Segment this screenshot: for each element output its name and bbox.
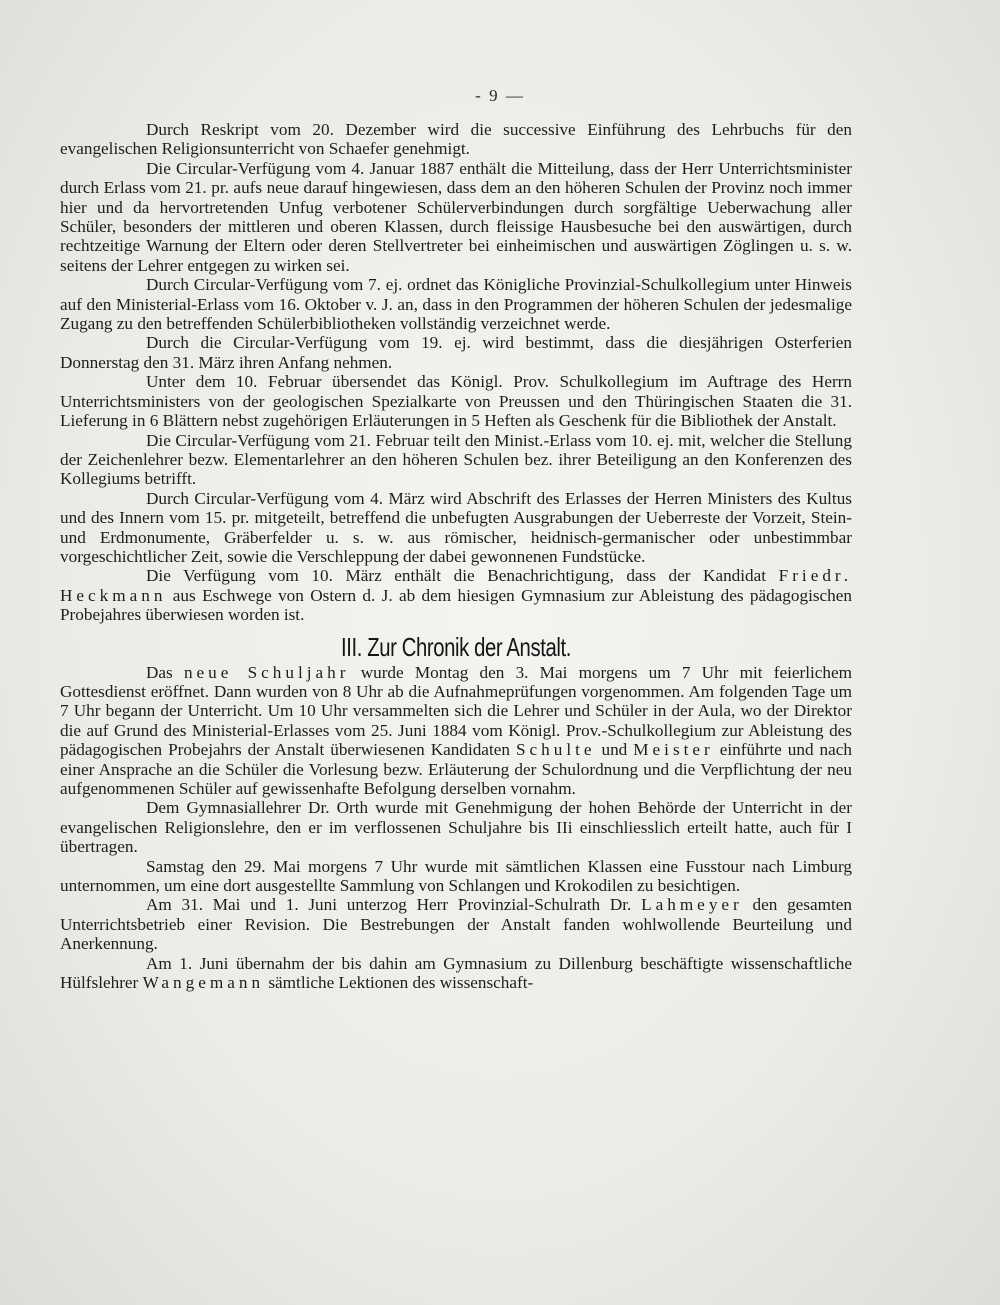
spaced-name: Meister xyxy=(633,740,714,760)
paragraph xyxy=(60,798,852,856)
text-segment: Durch Reskript vom 20. Dezember wird die successive Einführung des Lehrbuchs für den evangelischen Religionsunterricht von Schaefer genehmigt. xyxy=(60,120,852,159)
paragraph xyxy=(60,159,852,275)
text-segment: wurde Montag den 3. Mai morgens um 7 Uhr mit feierlichem Gottesdienst eröffnet. Dann wurden von 8 Uhr ab die Aufnahmeprüfungen vorgenommen. Am folgenden Tage um 7 Uhr begann der Unterricht. Um 10 Uhr versammelten sich die Lehrer und Schüler in der Aula, wo der Direktor die auf Grund des Ministerial-Erlasses vom 25. Juni 1884 vom Königl. Prov.-Schulkollegium zur Ableistung des pädagogischen Probejahrs der Anstalt überwiesenen Kandidaten xyxy=(60,662,852,760)
body-text xyxy=(60,120,852,992)
spaced-name: neue Schuljahr xyxy=(183,662,350,682)
text-segment: Dem Gymnasiallehrer Dr. Orth wurde mit Genehmigung der hohen Behörde der Unterricht in der evangelischen Religionslehre, den er im verflossenen Schuljahre bis IIi einschliesslich erteilt hatte, auch für I übertragen. xyxy=(60,798,852,857)
text-segment: einführte und nach einer Ansprache an die Schüler die Vorlesung bezw. Erläuterung der Schulordnung und die Verpflichtung der neu aufgenommenen Schüler auf gewissenhafte Befolgung derselben vornahm. xyxy=(60,740,853,798)
text-segment: Durch Circular-Verfügung vom 4. März wird Abschrift des Erlasses der Herren Ministers des Kultus und des Innern vom 15. pr. mitgeteilt, betreffend die unbefugten Ausgrabungen der Ueberreste der Vorzeit, Stein- und Erdmonumente, Gräberfelder u. s. w. aus römischer, heidnisch-germanischer oder unbestimmbar vorgeschichtlicher Zeit, sowie die Verschleppung der dabei gewonnenen Fundstücke. xyxy=(60,488,852,566)
text-segment: den gesamten Unterrichtsbetrieb einer Revision. Die Bestrebungen der Anstalt fanden wohlwollende Beurteilung und Anerkennung. xyxy=(60,895,852,954)
section-heading: III. Zur Chronik der Anstalt. xyxy=(341,631,571,662)
text-segment: Das xyxy=(146,662,184,682)
text-segment: Die Verfügung vom 10. März enthält die Benachrichtigung, dass der Kandidat xyxy=(146,566,779,586)
paragraph xyxy=(60,120,852,159)
spaced-name: Lahmeyer xyxy=(641,895,743,915)
text-segment: Samstag den 29. Mai morgens 7 Uhr wurde mit sämtlichen Klassen eine Fusstour nach Limburg unternommen, um eine dort ausgestellte Sammlung von Schlangen und Krokodilen zu besichtigen. xyxy=(60,856,852,896)
paragraph xyxy=(60,372,852,430)
spaced-name: Wangemann xyxy=(142,973,265,993)
paragraph xyxy=(60,333,852,372)
text-segment: Durch die Circular-Verfügung vom 19. ej. wird bestimmt, dass die diesjährigen Osterferien Donnerstag den 31. März ihren Anfang nehmen. xyxy=(60,333,852,372)
paragraph xyxy=(60,663,852,799)
paragraph xyxy=(60,431,852,489)
page-number: - 9 — xyxy=(475,86,525,105)
text-segment: aus Eschwege von Ostern d. J. ab dem hiesigen Gymnasium zur Ableistung des pädagogischen Probejahres überwiesen worden ist. xyxy=(60,585,852,625)
text-segment: Die Circular-Verfügung vom 21. Februar teilt den Minist.-Erlass vom 10. ej. mit, welcher die Stellung der Zeichenlehrer bezw. Elementarlehrer an den höheren Schulen bez. ihrer Beteiligung an den Konferenzen des Kollegiums betrifft. xyxy=(60,430,852,489)
paragraph xyxy=(60,489,852,567)
text-segment: Unter dem 10. Februar übersendet das Königl. Prov. Schulkollegium im Auftrage des Herrn Unterrichtsministers von der geologischen Spezialkarte von Preussen und den Thüringischen Staaten die 31. Lieferung in 6 Blättern nebst zugehörigen Erläuterungen in 5 Heften als Geschenk für die Bibliothek der Anstalt. xyxy=(60,372,852,431)
text-segment: und xyxy=(595,740,634,760)
section-official-decrees xyxy=(60,120,852,625)
paragraph xyxy=(60,566,852,624)
paragraph xyxy=(60,895,852,953)
paragraph xyxy=(60,954,852,993)
spaced-name: Schulte xyxy=(515,740,596,760)
spaced-name: Friedr. Heckmann xyxy=(60,566,852,605)
text-segment: sämtliche Lektionen des wissenschaft- xyxy=(264,973,534,993)
section-chronicle xyxy=(60,663,852,993)
paragraph xyxy=(60,857,852,896)
paragraph xyxy=(60,275,852,333)
text-segment: Am 31. Mai und 1. Juni unterzog Herr Provinzial-Schulrath Dr. xyxy=(146,895,642,915)
text-segment: Am 1. Juni übernahm der bis dahin am Gymnasium zu Dillenburg beschäftigte wissenschaftliche Hülfslehrer xyxy=(60,953,852,993)
text-segment: Durch Circular-Verfügung vom 7. ej. ordnet das Königliche Provinzial-Schulkollegium unter Hinweis auf den Ministerial-Erlass vom 16. Oktober v. J. an, dass in den Programmen der höheren Schulen der jedesmalige Zugang zu den betreffenden Schülerbibliotheken vollständig verzeichnet werde. xyxy=(60,275,852,334)
text-segment: Die Circular-Verfügung vom 4. Januar 1887 enthält die Mitteilung, dass der Herr Unterrichtsminister durch Erlass vom 21. pr. aufs neue darauf hingewiesen, dass dem an den höheren Schulen der Provinz noch immer hier und da hervortretenden Unfug verbotener Schülerverbindungen durch sorgfältige Ueberwachung aller Schüler, besonders der mittleren und oberen Klassen, durch fleissige Hausbesuche bei den auswärtigen, durch rechtzeitige Warnung der Eltern oder deren Stellvertreter bei einheimischen und auswärtigen Zöglingen u. s. w. seitens der Lehrer entgegen zu wirken sei. xyxy=(60,158,852,275)
